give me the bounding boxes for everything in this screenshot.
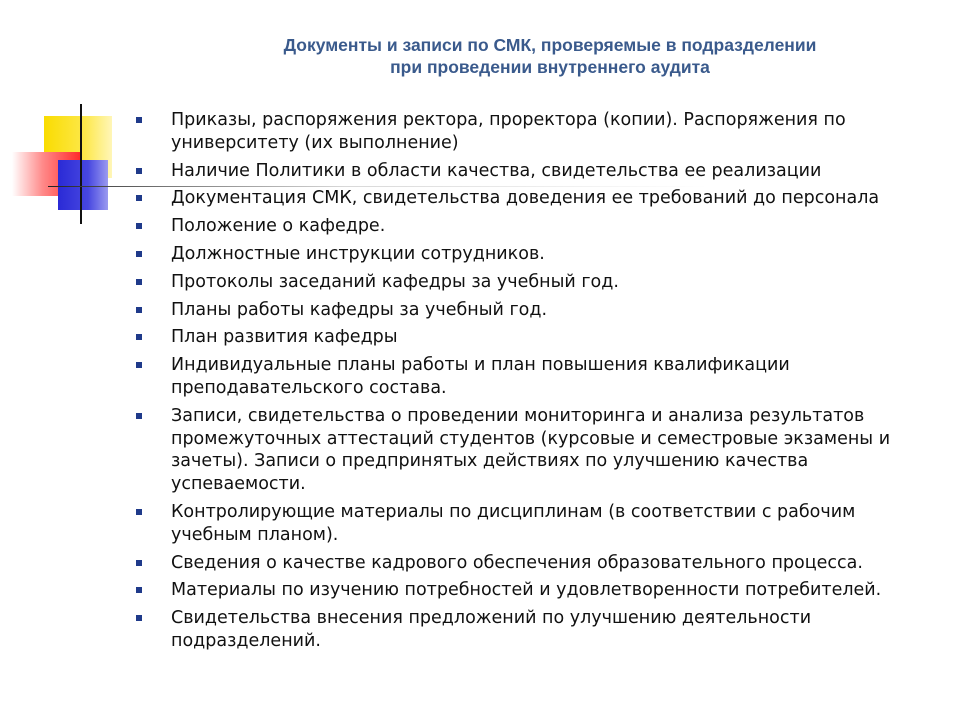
ornament-blue-square xyxy=(58,160,108,210)
square-bullet-icon xyxy=(136,168,142,174)
list-item-text: Планы работы кафедры за учебный год. xyxy=(171,299,548,320)
square-bullet-icon xyxy=(136,615,142,621)
list-item xyxy=(134,299,934,322)
square-bullet-icon xyxy=(136,307,142,313)
list-item-text: Записи, свидетельства о проведении мониторинга и анализа результатов промежуточных аттестаций студентов (курсовые и семестровые экзамены и зачеты). Записи о предпринятых действиях по улучшению качества успеваемости. xyxy=(171,405,891,495)
slide-title-line-2: при проведении внутреннего аудита xyxy=(390,57,710,77)
list-item-text: Документация СМК, свидетельства доведения ее требований до персонала xyxy=(171,188,880,209)
square-bullet-icon xyxy=(136,195,142,201)
list-item-text: Приказы, распоряжения ректора, проректора (копии). Распоряжения по университету (их выполнение) xyxy=(171,110,846,153)
list-item-text: Контролирующие материалы по дисциплинам (в соответствии с рабочим учебным планом). xyxy=(171,501,856,545)
list-item xyxy=(134,243,934,266)
square-bullet-icon xyxy=(136,279,142,285)
square-bullet-icon xyxy=(136,362,142,368)
list-item xyxy=(134,501,934,547)
square-bullet-icon xyxy=(136,560,142,566)
slide-title xyxy=(200,34,900,78)
list-item-text: Наличие Политики в области качества, свидетельства ее реализации xyxy=(171,160,822,181)
list-item-text: Материалы по изучению потребностей и удовлетворенности потребителей. xyxy=(171,580,882,601)
list-item xyxy=(134,271,934,294)
square-bullet-icon xyxy=(136,509,142,515)
ornament-vertical-line xyxy=(80,104,82,224)
list-item xyxy=(134,607,934,653)
list-item-text: Протоколы заседаний кафедры за учебный год. xyxy=(171,271,619,292)
list-item-text: Индивидуальные планы работы и план повышения квалификации преподавательского состава. xyxy=(171,355,790,398)
list-item xyxy=(134,354,934,400)
list-item xyxy=(134,579,934,602)
square-bullet-icon xyxy=(136,587,142,593)
square-bullet-icon xyxy=(136,117,142,123)
list-item xyxy=(134,326,934,349)
square-bullet-icon xyxy=(136,334,142,340)
list-item xyxy=(134,552,934,575)
list-item xyxy=(134,187,934,210)
list-item-text: Сведения о качестве кадрового обеспечения образовательного процесса. xyxy=(171,552,863,573)
list-item xyxy=(134,160,934,183)
list-item xyxy=(134,109,934,155)
list-item-text: Должностные инструкции сотрудников. xyxy=(171,243,545,264)
square-bullet-icon xyxy=(136,223,142,229)
list-item-text: План развития кафедры xyxy=(171,327,398,348)
list-item-text: Положение о кафедре. xyxy=(171,216,386,237)
bullet-list xyxy=(134,109,934,658)
slide-title-line-1: Документы и записи по СМК, проверяемые в подразделении xyxy=(283,35,817,55)
square-bullet-icon xyxy=(136,413,142,419)
list-item-text: Свидетельства внесения предложений по улучшению деятельности подразделений. xyxy=(171,608,812,651)
decorative-ornament xyxy=(0,0,140,220)
square-bullet-icon xyxy=(136,251,142,257)
list-item xyxy=(134,405,934,496)
list-item xyxy=(134,215,934,238)
